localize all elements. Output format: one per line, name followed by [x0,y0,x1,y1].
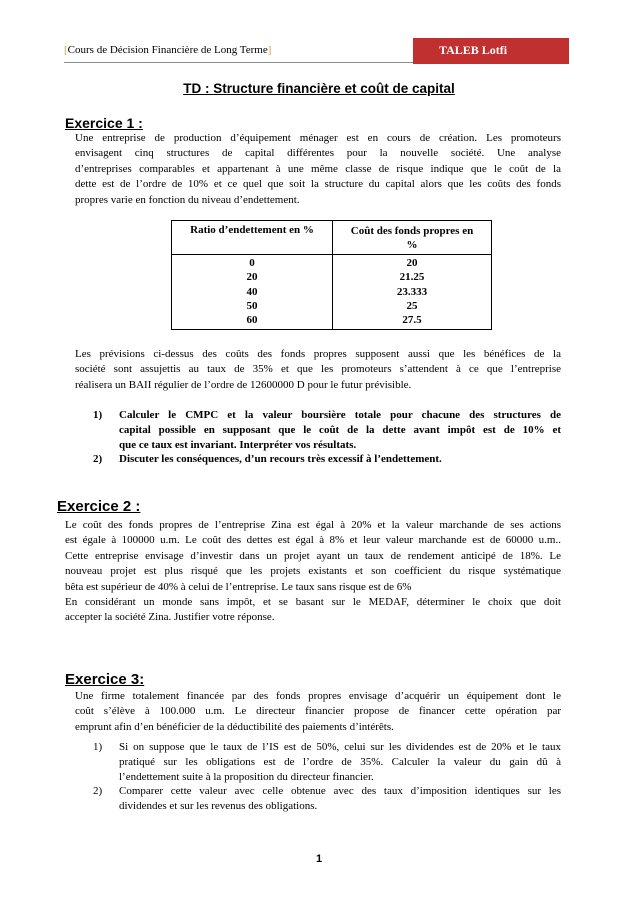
text-line: l’endettement suite à la proposition du directeur financier. [119,770,374,783]
table-column-cost [332,256,492,327]
list-item: 2) Comparer cette valeur avec celle obtenue avec des taux d’imposition identiques sur les dividendes et sur les revenus des obligations. [93,785,561,813]
text-line: accepter la société Zina. Justifier votre réponse. [65,611,275,624]
course-title: [Cours de Décision Financière de Long Terme] [64,38,413,63]
exercise-1-heading: Exercice 1 : [65,115,143,131]
page-number: 1 [315,853,323,865]
table-header-ratio: Ratio d’endettement en % [190,224,314,236]
table-cell: 27.5 [402,314,422,327]
table-cell: 21.25 [399,271,425,284]
text-line: capital possible en supposant que le coût de la dette avant impôt est de 10% et [119,423,561,436]
list-item: 2) Discuter les conséquences, d’un recours très excessif à l’endettement. [93,452,561,467]
text-line: Calculer le CMPC et la valeur boursière totale pour chacune des structures de [119,409,561,421]
page-header [64,38,569,64]
text-line: Une entreprise de production d’équipement ménager est en cours de création. Les promoteurs [75,132,561,144]
text-line: Si on suppose que le taux de l’IS est de 50%, celui sur les dividendes est de 20% et le taux [119,741,561,753]
list-item: 1) Si on suppose que le taux de l’IS est de 50%, celui sur les dividendes est de 20% et le taux pratiqué sur les obligations est de l’ordre de 35%. Calculer la valeur du gain dû à l’endettement suite à la proposition du directeur financier. [93,741,561,783]
text-line: envisagent cinq structures de capital différentes pour la nouvelle société. Une analyse [75,147,561,160]
table-column-ratio [172,256,332,327]
text-line: Les prévisions ci-dessus des coûts des fonds propres supposent aussi que les bénéfices de la [75,348,561,360]
text-line: nouveau projet est plus risqué que les projets existants et son coefficient du risque systématique [65,565,561,578]
text-line: que ce taux est invariant. Interpréter vos résultats. [119,438,357,451]
table-cell: 20 [406,257,418,269]
text-line: pratiqué sur les obligations est de l’ordre de 35%. Calculer la valeur du gain dû à [119,755,561,768]
text-line: société sont assujettis au taux de 35% et que les promoteurs s’attendent à ce que l’entreprise [75,363,561,376]
exercise-2-heading: Exercice 2 : [57,498,141,515]
text-line: dividendes et sur les revenus des obligations. [119,800,318,813]
text-line: bêta est supérieur de 40% à celui de l’entreprise. Le taux sans risque est de 6% [65,580,412,593]
text-line: En considérant un monde sans impôt, et se basant sur le MEDAF, déterminer le choix que doit [65,596,561,609]
text-line: d’entreprises comparables et appartenant à une même classe de risque indique que le coût de la [75,162,561,175]
text-line: emprunt afin d’en bénéficier de la déductibilité des paiements d’intérêts. [75,720,394,733]
exercise-1-assumptions [75,347,561,393]
text-line: Discuter les conséquences, d’un recours très excessif à l’endettement. [119,453,442,466]
text-line: dette est de l’ordre de 10% et ce quel que soit la structure du capital alors que les coûts des fonds [75,178,561,191]
text-line: réalisera un BAII régulier de l’ordre de 12600000 D pour le futur prévisible. [75,378,412,391]
text-line: Une firme totalement financée par des fonds propres envisage d’acquérir un équipement dont le [75,690,561,702]
exercise-2-text [65,518,561,626]
exercise-1-questions [93,408,561,467]
list-item: 1) Calculer le CMPC et la valeur boursière totale pour chacune des structures de capital possible en supposant que le coût de la dette avant impôt est de 10% et que ce taux est invariant. Interpréter vos résultats. [93,409,561,451]
text-line: Cette entreprise envisage d’investir dans un projet ayant un taux de rendement anticipé de 18%. Le [65,549,561,562]
text-line: est égale à 100000 u.m. Le coût des dettes est égal à 8% et leur valeur marchande est de 60000 u.m.. [65,534,561,547]
text-line: Le coût des fonds propres de l’entreprise Zina est égal à 20% et la valeur marchande de ses actions [65,519,561,531]
table-header-divider [172,254,491,255]
table-cell: 50 [246,299,258,312]
debt-ratio-table [171,220,492,330]
table-cell: 60 [246,314,258,327]
page-title: TD : Structure financière et coût de capital [183,81,455,96]
table-header-cost: Coût des fonds propres en % [350,225,474,251]
text-line: Comparer cette valeur avec celle obtenue avec des taux d’imposition identiques sur les [119,785,561,798]
text-line: propres varie en fonction du niveau d’endettement. [75,193,300,206]
table-cell: 40 [246,285,258,298]
exercise-3-questions [93,740,561,814]
table-cell: 20 [246,271,258,284]
table-cell: 0 [249,257,255,269]
exercise-1-intro [75,131,561,208]
table-cell: 23.333 [396,285,428,298]
text-line: coût s’élève à 100.000 u.m. Le directeur financier propose de financer cette opération par [75,705,561,718]
exercise-3-heading: Exercice 3: [65,671,145,688]
author-badge: TALEB Lotfi [413,38,569,64]
table-cell: 25 [406,299,418,312]
exercise-3-intro [75,689,561,735]
